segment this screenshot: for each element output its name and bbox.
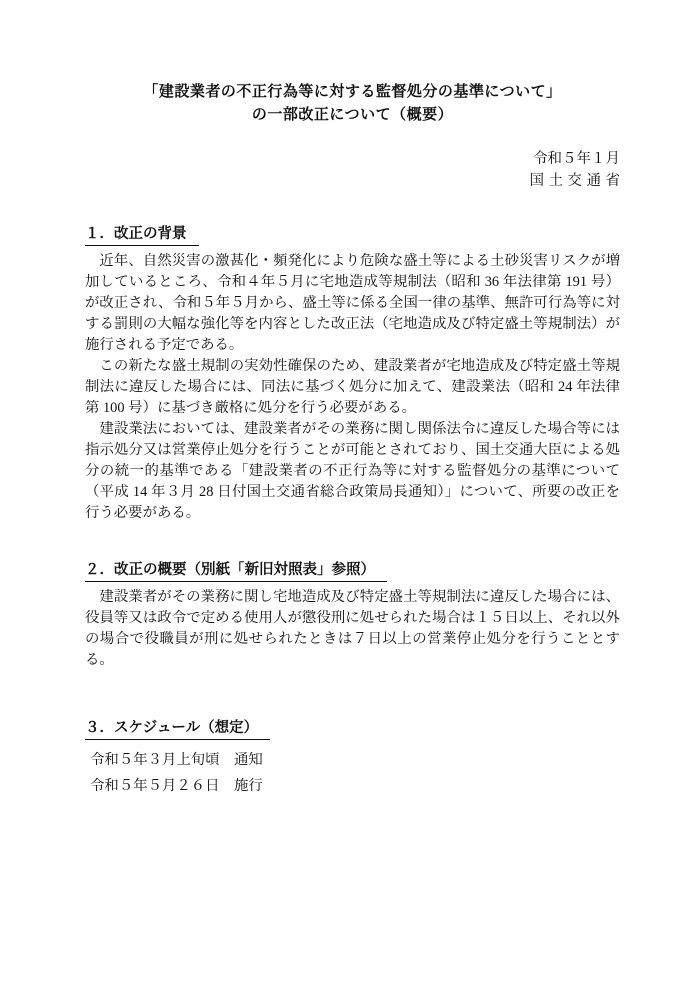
document-title-line2: の一部改正について（概要） [251, 106, 454, 123]
overview-paragraph-1: 建設業者がその業務に関し宅地造成及び特定盛土等規制法に違反した場合には、役員等又は政令で定める使用人が懲役刑に処せられた場合は１５日以上、それ以外の場合で役職員が刑に処せられたときは７日以上の営業停止処分を行うこととする。 [85, 589, 620, 668]
section-overview [85, 561, 620, 671]
schedule-list [85, 747, 620, 799]
section-background-heading-text: １．改正の背景 [85, 225, 199, 246]
section-overview-heading-text: ２．改正の概要（別紙「新旧対照表」参照） [85, 561, 387, 582]
section-schedule-heading-text: ３．スケジュール（想定） [85, 719, 270, 740]
document-organization: 国土交通省 [529, 173, 625, 189]
background-paragraph-1: 近年、自然災害の激甚化・頻発化により危険な盛土等による土砂災害リスクが増加しているところ、令和４年５月に宅地造成等規制法（昭和 36 年法律第 191 号）が改正され、令和５年５月から、盛土等に係る全国一律の基準、無許可行為等に対する罰則の大幅な強化等を内容とした改正法（宅地造成及び特定盛土等規制法）が施行される予定である。 [85, 253, 620, 353]
section-overview-heading [85, 561, 620, 582]
section-background-heading [85, 225, 620, 246]
schedule-item-notice: 令和５年３月上旬頃 通知 [90, 752, 263, 768]
section-schedule-heading [85, 719, 620, 740]
document-date: 令和５年１月 [533, 151, 620, 167]
background-paragraph-2: この新たな盛土規制の実効性確保のため、建設業者が宅地造成及び特定盛土等規制法に違反した場合には、同法に基づく処分に加えて、建設業法（昭和 24 年法律第 100 号）に基づき厳格に処分を行う必要がある。 [85, 358, 620, 416]
section-background-body [85, 251, 620, 524]
document-title [85, 80, 620, 126]
document-meta [85, 148, 625, 192]
section-background [85, 225, 620, 524]
background-paragraph-3: 建設業法においては、建設業者がその業務に関し関係法令に違反した場合等には指示処分又は営業停止処分を行うことが可能とされており、国土交通大臣による処分の統一的基準である「建設業者の不正行為等に対する監督処分の基準について（平成 14 年３月 28 日付国土交通省総合政策局長通知）」について、所要の改正を行う必要がある。 [85, 421, 620, 521]
document-title-line1: 「建設業者の不正行為等に対する監督処分の基準について」 [143, 83, 562, 100]
section-overview-body [85, 587, 620, 671]
schedule-item-enforcement: 令和５年５月２６日 施行 [90, 778, 263, 794]
section-schedule [85, 719, 620, 799]
